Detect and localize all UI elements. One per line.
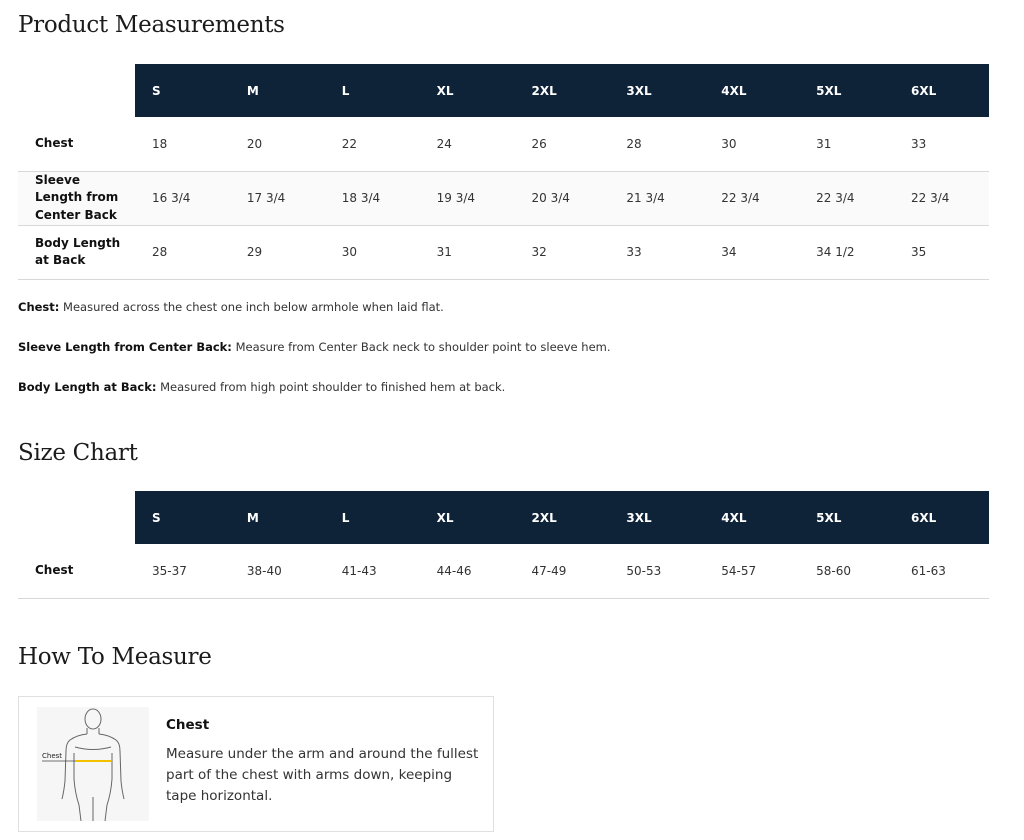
size-header: S <box>135 491 230 544</box>
header-spacer <box>18 64 135 117</box>
note-chest: Chest: Measured across the chest one inch below armhole when laid flat. <box>18 300 444 314</box>
card-description: Measure under the arm and around the fullest part of the chest with arms down, keeping tape horizontal. <box>166 746 479 804</box>
table-cell: 20 3/4 <box>515 171 610 225</box>
table-cell: 28 <box>609 117 704 171</box>
size-header: 5XL <box>799 64 894 117</box>
size-header: 2XL <box>515 64 610 117</box>
body-figure-image <box>37 707 149 821</box>
product-measurements-title: Product Measurements <box>18 12 285 38</box>
size-header: 4XL <box>704 64 799 117</box>
size-header: M <box>230 64 325 117</box>
row-label: Chest <box>18 117 135 171</box>
table-cell: 18 3/4 <box>325 171 420 225</box>
table-cell: 35 <box>894 225 989 279</box>
note-sleeve-length: Sleeve Length from Center Back: Measure from Center Back neck to shoulder point to sleeve hem. <box>18 340 611 354</box>
size-chart-table <box>18 491 989 599</box>
table-row-body-length <box>18 225 989 279</box>
table-cell: 31 <box>799 117 894 171</box>
table-cell: 22 3/4 <box>799 171 894 225</box>
table-cell: 38-40 <box>230 544 325 598</box>
table-cell: 28 <box>135 225 230 279</box>
how-to-measure-title: How To Measure <box>18 644 212 670</box>
table-cell: 47-49 <box>515 544 610 598</box>
row-label: Sleeve Length from Center Back <box>18 171 135 225</box>
measure-card-chest <box>18 696 494 832</box>
product-measurements-table <box>18 64 989 280</box>
size-header: 6XL <box>894 64 989 117</box>
table-cell: 29 <box>230 225 325 279</box>
card-title: Chest <box>166 717 210 733</box>
table-cell: 34 1/2 <box>799 225 894 279</box>
size-header: 6XL <box>894 491 989 544</box>
table-cell: 31 <box>420 225 515 279</box>
size-header: L <box>325 491 420 544</box>
table-cell: 50-53 <box>609 544 704 598</box>
table-cell: 19 3/4 <box>420 171 515 225</box>
size-header: 3XL <box>609 491 704 544</box>
table-cell: 26 <box>515 117 610 171</box>
body-figure-icon <box>37 707 149 821</box>
measurement-notes <box>18 300 611 420</box>
size-chart-title: Size Chart <box>18 440 138 466</box>
size-header: XL <box>420 491 515 544</box>
size-header-row <box>18 64 989 117</box>
table-row-sleeve-length <box>18 171 989 225</box>
table-cell: 16 3/4 <box>135 171 230 225</box>
header-spacer <box>18 491 135 544</box>
size-header: XL <box>420 64 515 117</box>
table-cell: 22 <box>325 117 420 171</box>
size-header: L <box>325 64 420 117</box>
note-body-length: Body Length at Back: Measured from high point shoulder to finished hem at back. <box>18 380 506 394</box>
table-row-chest <box>18 117 989 171</box>
table-cell: 30 <box>325 225 420 279</box>
table-cell: 21 3/4 <box>609 171 704 225</box>
size-header: M <box>230 491 325 544</box>
table-cell: 33 <box>609 225 704 279</box>
table-row-chest <box>18 544 989 598</box>
table-cell: 35-37 <box>135 544 230 598</box>
row-label: Body Length at Back <box>18 225 135 279</box>
row-label: Chest <box>18 544 135 598</box>
table-cell: 24 <box>420 117 515 171</box>
table-cell: 30 <box>704 117 799 171</box>
table-cell: 32 <box>515 225 610 279</box>
size-header: S <box>135 64 230 117</box>
table-cell: 22 3/4 <box>894 171 989 225</box>
size-header: 3XL <box>609 64 704 117</box>
table-cell: 44-46 <box>420 544 515 598</box>
table-cell: 41-43 <box>325 544 420 598</box>
size-header-row <box>18 491 989 544</box>
size-header: 5XL <box>799 491 894 544</box>
table-cell: 17 3/4 <box>230 171 325 225</box>
table-cell: 18 <box>135 117 230 171</box>
figure-label: Chest <box>42 752 63 760</box>
table-cell: 20 <box>230 117 325 171</box>
table-cell: 58-60 <box>799 544 894 598</box>
size-header: 2XL <box>515 491 610 544</box>
table-cell: 33 <box>894 117 989 171</box>
table-cell: 22 3/4 <box>704 171 799 225</box>
table-cell: 61-63 <box>894 544 989 598</box>
size-header: 4XL <box>704 491 799 544</box>
table-cell: 54-57 <box>704 544 799 598</box>
table-cell: 34 <box>704 225 799 279</box>
